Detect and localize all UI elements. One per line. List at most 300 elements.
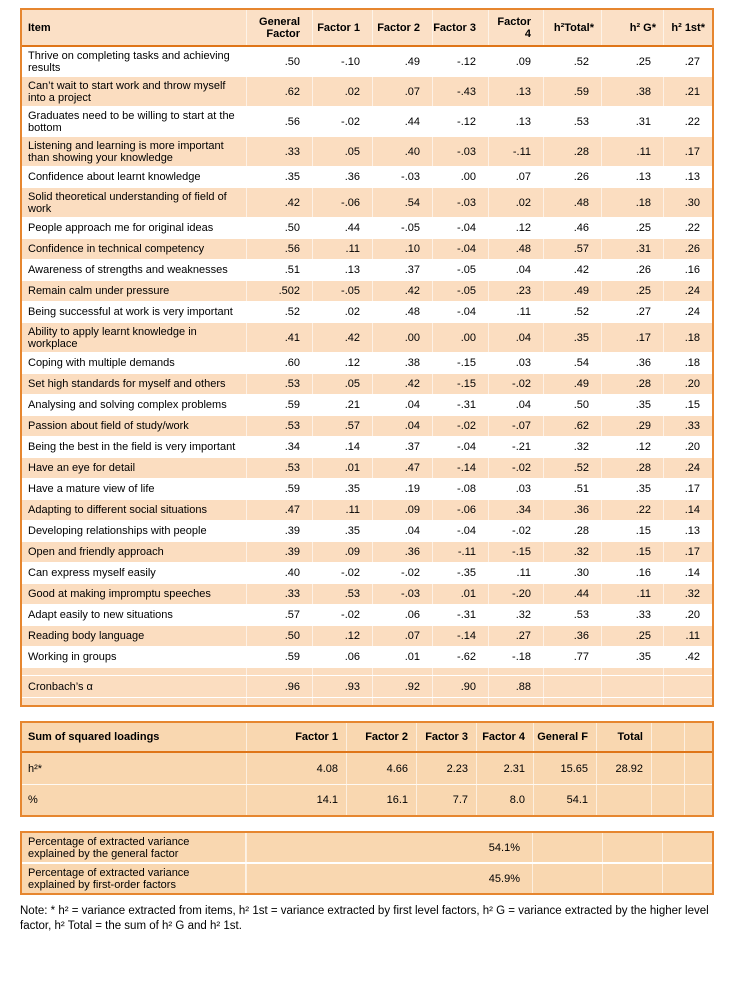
table-row <box>22 322 712 352</box>
row-label: Percentage of extracted variance explained by the general factor <box>22 833 246 862</box>
value-cell: .35 <box>601 647 663 667</box>
value-cell: .49 <box>372 47 432 76</box>
table-row <box>22 76 712 106</box>
value-cell: .25 <box>601 47 663 76</box>
value-cell: -.02 <box>312 605 372 625</box>
value-cell: -.02 <box>312 107 372 136</box>
item-label: Working in groups <box>28 651 117 663</box>
value-cell: .36 <box>372 542 432 562</box>
value-cell: 45.9% <box>246 864 532 893</box>
value-cell: 54.1% <box>246 833 532 862</box>
value-cell: .23 <box>488 281 543 301</box>
header-factor-2: Factor 2 <box>346 723 416 751</box>
item-label: Being successful at work is very important <box>28 306 233 318</box>
value-cell: .33 <box>663 416 712 436</box>
value-cell: .04 <box>372 416 432 436</box>
value-cell: .33 <box>601 605 663 625</box>
row-label: % <box>28 794 38 806</box>
value-cell: -.31 <box>432 605 488 625</box>
table-row <box>22 301 712 322</box>
value-cell: .07 <box>372 626 432 646</box>
value-cell: .48 <box>543 188 601 217</box>
value-cell <box>662 864 708 893</box>
header-sum-of-squared-loadings: Sum of squared loadings <box>28 731 160 743</box>
value-cell: .16 <box>663 260 712 280</box>
value-cell: .20 <box>663 374 712 394</box>
value-cell: .39 <box>246 521 312 541</box>
value-cell: .13 <box>312 260 372 280</box>
value-cell: 16.1 <box>346 785 416 815</box>
item-label: Adapting to different social situations <box>28 504 207 516</box>
value-cell: -.62 <box>432 647 488 667</box>
value-cell: .15 <box>601 542 663 562</box>
item-label: Ability to apply learnt knowledge in workplace <box>28 325 197 350</box>
value-cell: .09 <box>372 500 432 520</box>
table-row <box>22 784 712 815</box>
value-cell: .34 <box>246 437 312 457</box>
value-cell: .11 <box>601 584 663 604</box>
value-cell: .09 <box>488 47 543 76</box>
header-total: Total <box>596 723 651 751</box>
table-row <box>22 47 712 76</box>
table-row <box>22 646 712 667</box>
value-cell: .12 <box>312 353 372 373</box>
header-factor-4: Factor 4 <box>476 723 533 751</box>
value-cell: 7.7 <box>416 785 476 815</box>
table-row <box>22 862 712 893</box>
table-row <box>22 238 712 259</box>
value-cell: -.03 <box>432 188 488 217</box>
value-cell: .60 <box>246 353 312 373</box>
value-cell: -.12 <box>432 47 488 76</box>
table-row <box>22 625 712 646</box>
value-cell: .42 <box>312 323 372 352</box>
value-cell: .01 <box>372 647 432 667</box>
row-label: Percentage of extracted variance explained by first-order factors <box>22 864 246 893</box>
table-row <box>22 373 712 394</box>
value-cell: .21 <box>663 77 712 106</box>
value-cell: .35 <box>246 167 312 187</box>
value-cell: .44 <box>312 218 372 238</box>
value-cell: .96 <box>246 668 312 705</box>
value-cell: .17 <box>663 542 712 562</box>
value-cell: .48 <box>488 239 543 259</box>
table-row <box>22 106 712 136</box>
value-cell: .36 <box>543 500 601 520</box>
value-cell: .40 <box>246 563 312 583</box>
value-cell: .49 <box>543 281 601 301</box>
item-label: Confidence in technical competency <box>28 243 205 255</box>
value-cell: .24 <box>663 281 712 301</box>
value-cell: .25 <box>601 281 663 301</box>
value-cell: .36 <box>312 167 372 187</box>
value-cell: 54.1 <box>533 785 596 815</box>
value-cell: .28 <box>543 137 601 166</box>
table-row <box>22 833 712 862</box>
value-cell: -.02 <box>488 458 543 478</box>
value-cell: .03 <box>488 479 543 499</box>
value-cell: .42 <box>543 260 601 280</box>
value-cell: .32 <box>663 584 712 604</box>
value-cell: .14 <box>312 437 372 457</box>
variance-summary-table <box>20 831 714 895</box>
header-item: Item <box>28 21 51 34</box>
value-cell: .21 <box>312 395 372 415</box>
value-cell: .02 <box>312 77 372 106</box>
table-row <box>22 541 712 562</box>
table-row <box>22 436 712 457</box>
value-cell: .35 <box>312 479 372 499</box>
value-cell: .62 <box>246 77 312 106</box>
value-cell: .02 <box>488 188 543 217</box>
value-cell: -.43 <box>432 77 488 106</box>
value-cell: .62 <box>543 416 601 436</box>
table-row <box>22 259 712 280</box>
value-cell: .04 <box>372 395 432 415</box>
value-cell: .53 <box>312 584 372 604</box>
value-cell: -.10 <box>312 47 372 76</box>
item-label: Set high standards for myself and others <box>28 378 226 390</box>
value-cell: .18 <box>663 323 712 352</box>
value-cell: 4.66 <box>346 753 416 784</box>
value-cell: .51 <box>543 479 601 499</box>
value-cell: .18 <box>663 353 712 373</box>
value-cell: .12 <box>488 218 543 238</box>
value-cell: -.15 <box>432 374 488 394</box>
item-label: Analysing and solving complex problems <box>28 399 227 411</box>
header-factor-3: Factor 3 <box>416 723 476 751</box>
value-cell: -.05 <box>432 281 488 301</box>
value-cell: .16 <box>601 563 663 583</box>
item-label: Coping with multiple demands <box>28 357 175 369</box>
value-cell: -.08 <box>432 479 488 499</box>
value-cell: .25 <box>601 218 663 238</box>
squared-loadings-table <box>20 721 714 817</box>
value-cell <box>532 864 602 893</box>
value-cell: .18 <box>601 188 663 217</box>
value-cell: .19 <box>372 479 432 499</box>
value-cell: -.02 <box>432 416 488 436</box>
table-row <box>22 499 712 520</box>
value-cell <box>602 864 662 893</box>
value-cell: .57 <box>543 239 601 259</box>
value-cell: -.04 <box>432 521 488 541</box>
value-cell: .34 <box>488 500 543 520</box>
value-cell <box>662 833 708 862</box>
value-cell: .51 <box>246 260 312 280</box>
value-cell: .39 <box>246 542 312 562</box>
value-cell: -.18 <box>488 647 543 667</box>
table-row <box>22 136 712 166</box>
value-cell: .00 <box>432 323 488 352</box>
value-cell: -.02 <box>372 563 432 583</box>
value-cell: .50 <box>246 626 312 646</box>
value-cell: .06 <box>372 605 432 625</box>
value-cell: .56 <box>246 239 312 259</box>
table-row <box>22 394 712 415</box>
value-cell: .59 <box>246 479 312 499</box>
value-cell <box>596 785 651 815</box>
value-cell: 14.1 <box>246 785 346 815</box>
value-cell: .13 <box>601 167 663 187</box>
value-cell: .53 <box>246 374 312 394</box>
value-cell: .31 <box>601 239 663 259</box>
value-cell: .53 <box>543 605 601 625</box>
table-row <box>22 280 712 301</box>
table-row <box>22 187 712 217</box>
item-label: Awareness of strengths and weaknesses <box>28 264 228 276</box>
item-label: Thrive on completing tasks and achieving results <box>28 49 230 74</box>
header-factor-4: Factor 4 <box>488 10 543 45</box>
value-cell: .13 <box>488 107 543 136</box>
value-cell: -.15 <box>488 542 543 562</box>
value-cell: .20 <box>663 437 712 457</box>
value-cell: -.15 <box>432 353 488 373</box>
value-cell: .35 <box>312 521 372 541</box>
value-cell: .32 <box>543 437 601 457</box>
value-cell: .42 <box>246 188 312 217</box>
value-cell: .47 <box>372 458 432 478</box>
value-cell: .42 <box>372 281 432 301</box>
value-cell: -.03 <box>432 137 488 166</box>
value-cell: .36 <box>601 353 663 373</box>
value-cell: .40 <box>372 137 432 166</box>
item-label: Passion about field of study/work <box>28 420 189 432</box>
item-label: Remain calm under pressure <box>28 285 170 297</box>
value-cell: -.14 <box>432 626 488 646</box>
value-cell: .22 <box>601 500 663 520</box>
value-cell: -.11 <box>432 542 488 562</box>
value-cell: .36 <box>543 626 601 646</box>
value-cell: .31 <box>601 107 663 136</box>
value-cell: .48 <box>372 302 432 322</box>
value-cell: .22 <box>663 107 712 136</box>
value-cell: -.12 <box>432 107 488 136</box>
value-cell: -.20 <box>488 584 543 604</box>
value-cell: .33 <box>246 584 312 604</box>
value-cell: .24 <box>663 458 712 478</box>
value-cell: .26 <box>601 260 663 280</box>
value-cell: .42 <box>663 647 712 667</box>
value-cell: .09 <box>312 542 372 562</box>
row-label: h²* <box>28 762 43 775</box>
table-row <box>22 352 712 373</box>
value-cell: .03 <box>488 353 543 373</box>
value-cell: .30 <box>663 188 712 217</box>
value-cell: .46 <box>543 218 601 238</box>
table-row <box>22 166 712 187</box>
value-cell: .57 <box>246 605 312 625</box>
value-cell: .44 <box>543 584 601 604</box>
item-label: Reading body language <box>28 630 145 642</box>
factor-table-body <box>22 47 712 705</box>
item-label: Cronbach’s α <box>28 680 93 693</box>
value-cell: 28.92 <box>596 753 651 784</box>
value-cell: .17 <box>663 479 712 499</box>
value-cell: -.04 <box>432 239 488 259</box>
value-cell: .59 <box>246 395 312 415</box>
value-cell: -.02 <box>488 374 543 394</box>
item-label: Can express myself easily <box>28 567 156 579</box>
value-cell: .10 <box>372 239 432 259</box>
value-cell <box>651 785 684 815</box>
value-cell: .42 <box>372 374 432 394</box>
item-label: Can’t wait to start work and throw myself into a project <box>28 79 226 104</box>
value-cell: -.02 <box>312 563 372 583</box>
value-cell <box>663 668 712 705</box>
value-cell: .50 <box>246 47 312 76</box>
value-cell: .92 <box>372 668 432 705</box>
value-cell <box>684 753 712 784</box>
value-cell: .05 <box>312 137 372 166</box>
value-cell: .04 <box>488 260 543 280</box>
item-label: Being the best in the field is very important <box>28 441 236 453</box>
value-cell <box>532 833 602 862</box>
factor-loadings-table <box>20 8 714 707</box>
value-cell: .11 <box>488 563 543 583</box>
value-cell: -.04 <box>432 437 488 457</box>
value-cell: .37 <box>372 437 432 457</box>
value-cell: .47 <box>246 500 312 520</box>
value-cell: .52 <box>543 302 601 322</box>
item-label: Adapt easily to new situations <box>28 609 173 621</box>
item-label: Good at making impromptu speeches <box>28 588 211 600</box>
value-cell: .93 <box>312 668 372 705</box>
value-cell: -.06 <box>432 500 488 520</box>
value-cell: .12 <box>312 626 372 646</box>
value-cell: -.05 <box>432 260 488 280</box>
header-factor-1: Factor 1 <box>312 10 372 45</box>
value-cell: .22 <box>663 218 712 238</box>
value-cell: .57 <box>312 416 372 436</box>
value-cell: .25 <box>601 626 663 646</box>
value-cell: .88 <box>488 668 543 705</box>
value-cell: .50 <box>246 218 312 238</box>
value-cell: .77 <box>543 647 601 667</box>
item-label: People approach me for original ideas <box>28 222 214 234</box>
value-cell: -.03 <box>372 167 432 187</box>
value-cell: 4.08 <box>246 753 346 784</box>
value-cell: .06 <box>312 647 372 667</box>
item-label: Developing relationships with people <box>28 525 207 537</box>
item-label: Graduates need to be willing to start at the bottom <box>28 109 235 134</box>
item-label: Listening and learning is more important than showing your knowledge <box>28 139 224 164</box>
table-row <box>22 457 712 478</box>
item-label: Have a mature view of life <box>28 483 155 495</box>
header-factor-1: Factor 1 <box>246 723 346 751</box>
value-cell: .56 <box>246 107 312 136</box>
header-factor-2: Factor 2 <box>372 10 432 45</box>
value-cell: .15 <box>663 395 712 415</box>
value-cell: -.11 <box>488 137 543 166</box>
value-cell: .11 <box>663 626 712 646</box>
value-cell: -.04 <box>432 302 488 322</box>
value-cell: .13 <box>488 77 543 106</box>
value-cell: .59 <box>246 647 312 667</box>
value-cell: .52 <box>543 458 601 478</box>
value-cell <box>543 668 601 705</box>
value-cell: .32 <box>543 542 601 562</box>
value-cell: 8.0 <box>476 785 533 815</box>
item-label: Confidence about learnt knowledge <box>28 171 201 183</box>
value-cell: .38 <box>601 77 663 106</box>
table-row <box>22 478 712 499</box>
table-header-row <box>22 10 712 47</box>
value-cell: .52 <box>246 302 312 322</box>
value-cell: .15 <box>601 521 663 541</box>
item-label: Open and friendly approach <box>28 546 164 558</box>
value-cell: -.06 <box>312 188 372 217</box>
value-cell: .11 <box>312 500 372 520</box>
value-cell: -.05 <box>312 281 372 301</box>
value-cell <box>602 833 662 862</box>
header-h2-total: h²Total* <box>543 10 601 45</box>
value-cell: .38 <box>372 353 432 373</box>
value-cell: .35 <box>601 395 663 415</box>
table-row <box>22 217 712 238</box>
value-cell: .14 <box>663 500 712 520</box>
value-cell: -.31 <box>432 395 488 415</box>
value-cell: .59 <box>543 77 601 106</box>
value-cell <box>651 753 684 784</box>
header-h2-1st: h² 1st* <box>663 10 712 45</box>
value-cell: .53 <box>543 107 601 136</box>
value-cell: .49 <box>543 374 601 394</box>
value-cell: .11 <box>488 302 543 322</box>
value-cell: .04 <box>488 395 543 415</box>
value-cell: .27 <box>601 302 663 322</box>
value-cell: -.03 <box>372 584 432 604</box>
table-row <box>22 604 712 625</box>
value-cell: .502 <box>246 281 312 301</box>
value-cell: .52 <box>543 47 601 76</box>
value-cell: .35 <box>601 479 663 499</box>
value-cell: .29 <box>601 416 663 436</box>
table-row <box>22 520 712 541</box>
value-cell: .28 <box>601 374 663 394</box>
value-cell: .05 <box>312 374 372 394</box>
value-cell: 2.31 <box>476 753 533 784</box>
value-cell: .26 <box>543 167 601 187</box>
value-cell: -.21 <box>488 437 543 457</box>
value-cell: .30 <box>543 563 601 583</box>
table-row <box>22 562 712 583</box>
header-empty-2 <box>684 723 712 751</box>
value-cell: .01 <box>312 458 372 478</box>
value-cell: .20 <box>663 605 712 625</box>
value-cell: .11 <box>601 137 663 166</box>
value-cell: .02 <box>312 302 372 322</box>
value-cell: -.07 <box>488 416 543 436</box>
value-cell: .17 <box>601 323 663 352</box>
value-cell: .32 <box>488 605 543 625</box>
value-cell: .28 <box>601 458 663 478</box>
table-footnote: Note: * h² = variance extracted from items, h² 1st = variance extracted by first level factors, h² G = variance extracted by the higher level factor, h² Total = the sum of h² G and h² 1st. <box>20 905 709 932</box>
header-general-f: General F <box>533 723 596 751</box>
value-cell: .04 <box>372 521 432 541</box>
value-cell: .54 <box>543 353 601 373</box>
value-cell: 15.65 <box>533 753 596 784</box>
header-factor-3: Factor 3 <box>432 10 488 45</box>
value-cell: .00 <box>372 323 432 352</box>
value-cell: .14 <box>663 563 712 583</box>
value-cell: -.05 <box>372 218 432 238</box>
value-cell: .07 <box>372 77 432 106</box>
value-cell: .44 <box>372 107 432 136</box>
variance-summary-body <box>22 833 712 893</box>
value-cell: -.35 <box>432 563 488 583</box>
value-cell: .07 <box>488 167 543 187</box>
